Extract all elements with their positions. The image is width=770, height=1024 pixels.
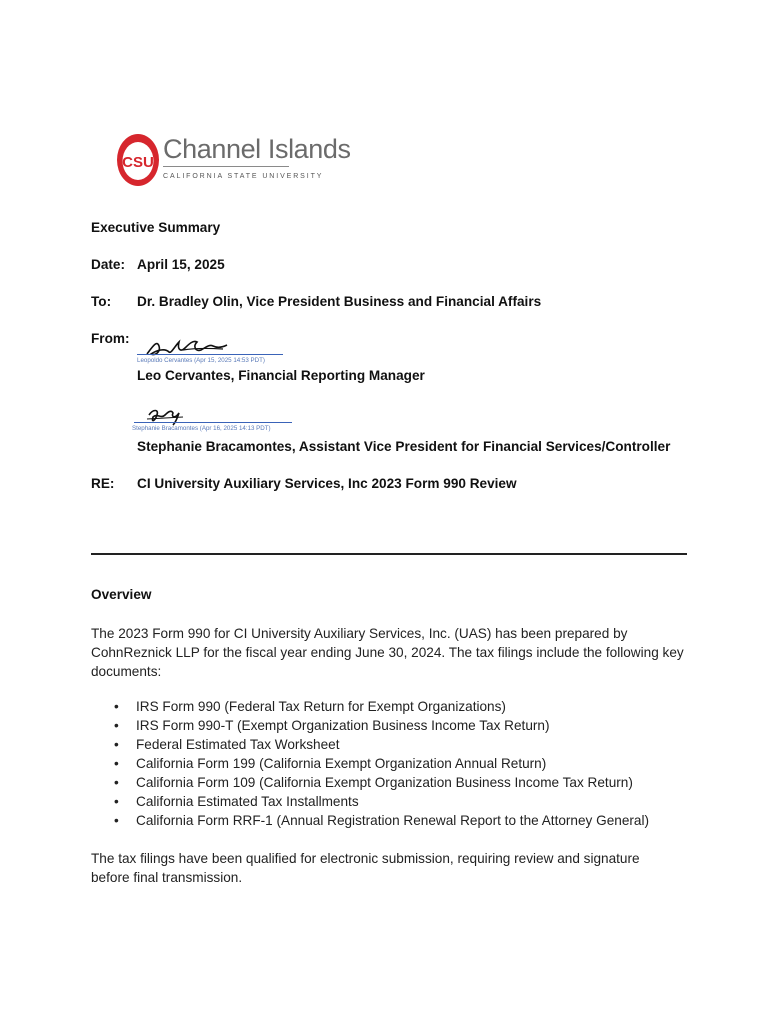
logo-mark-text: CSU xyxy=(122,154,154,171)
re-value: CI University Auxiliary Services, Inc 2023 Form 990 Review xyxy=(137,476,517,491)
logo-name: Channel Islands xyxy=(163,134,351,164)
from-label: From: xyxy=(91,331,130,346)
list-item: • IRS Form 990 (Federal Tax Return for Exempt Organizations) xyxy=(114,699,506,714)
bullet-icon: • xyxy=(114,775,119,790)
re-label: RE: xyxy=(91,476,115,491)
bullet-icon: • xyxy=(114,737,119,752)
signature-image-2 xyxy=(145,405,185,427)
overview-intro xyxy=(91,624,691,681)
signature-caption-1: Leopoldo Cervantes (Apr 15, 2025 14:53 PDT) xyxy=(137,357,265,364)
logo-subtitle: CALIFORNIA STATE UNIVERSITY xyxy=(163,173,324,180)
bullet-icon: • xyxy=(114,813,119,828)
signature-caption-2: Stephanie Bracamontes (Apr 16, 2025 14:13 PDT) xyxy=(132,425,271,432)
logo-divider xyxy=(163,166,289,167)
signature-line-1 xyxy=(137,354,283,355)
overview-closing xyxy=(91,849,691,887)
intro-line-1: The 2023 Form 990 for CI University Auxiliary Services, Inc. (UAS) has been prepared by xyxy=(91,626,628,641)
bullet-icon: • xyxy=(114,794,119,809)
list-item: • California Estimated Tax Installments xyxy=(114,794,359,809)
date-value: April 15, 2025 xyxy=(137,257,225,272)
bullet-icon: • xyxy=(114,699,119,714)
intro-line-3: documents: xyxy=(91,664,162,679)
overview-heading: Overview xyxy=(91,587,152,602)
closing-line-2: before final transmission. xyxy=(91,870,243,885)
list-item: • Federal Estimated Tax Worksheet xyxy=(114,737,340,752)
list-item: • IRS Form 990-T (Exempt Organization Business Income Tax Return) xyxy=(114,718,550,733)
date-label: Date: xyxy=(91,257,125,272)
to-value: Dr. Bradley Olin, Vice President Business and Financial Affairs xyxy=(137,294,542,309)
signer1-name: Leo Cervantes, Financial Reporting Manager xyxy=(137,368,425,383)
list-item: • California Form 199 (California Exempt Organization Annual Return) xyxy=(114,756,547,771)
csu-logo-mark xyxy=(115,128,161,188)
list-item: • California Form 109 (California Exempt Organization Business Income Tax Return) xyxy=(114,775,633,790)
intro-line-2: CohnReznick LLP for the fiscal year ending June 30, 2024. The tax filings include the following key xyxy=(91,645,684,660)
list-item: • California Form RRF-1 (Annual Registration Renewal Report to the Attorney General) xyxy=(114,813,650,828)
signer2-name: Stephanie Bracamontes, Assistant Vice President for Financial Services/Controller xyxy=(137,439,671,454)
closing-line-1: The tax filings have been qualified for electronic submission, requiring review and signature xyxy=(91,851,640,866)
signature-line-2 xyxy=(134,422,292,423)
memo-title: Executive Summary xyxy=(91,220,221,235)
bullet-icon: • xyxy=(114,756,119,771)
to-label: To: xyxy=(91,294,112,309)
section-divider xyxy=(91,553,687,555)
document-list xyxy=(91,697,649,830)
bullet-icon: • xyxy=(114,718,119,733)
